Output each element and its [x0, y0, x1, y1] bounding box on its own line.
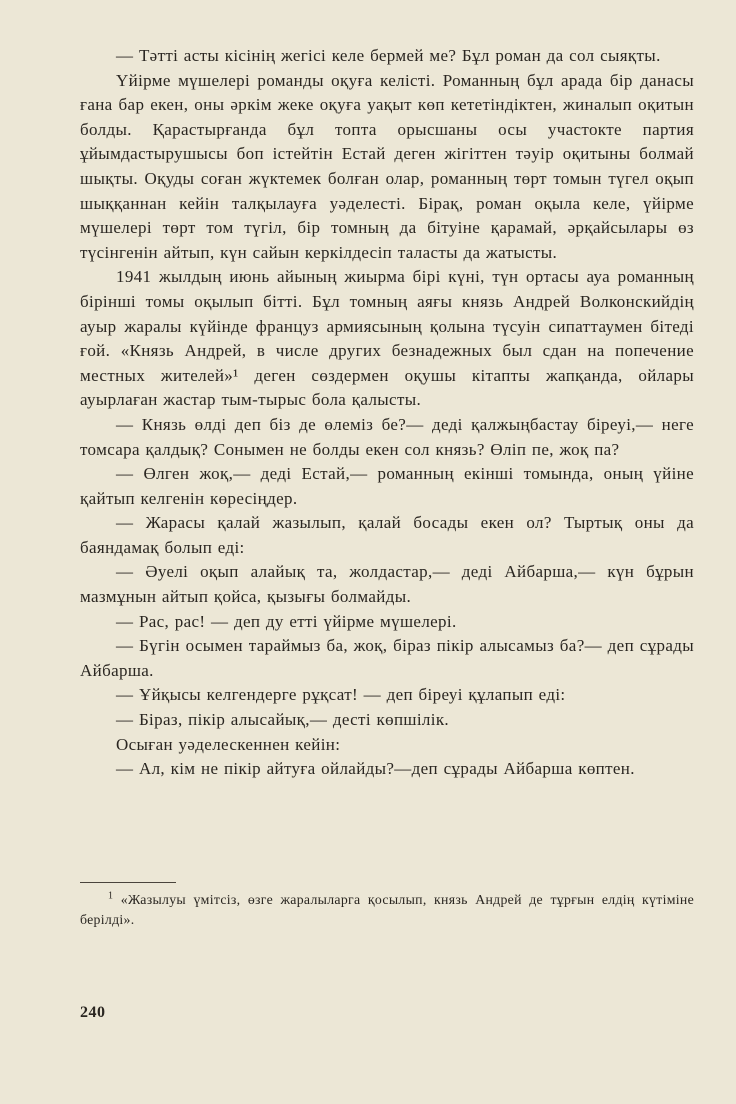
- footnote: [80, 890, 694, 930]
- paragraph: Осыған уәделескеннен кейін:: [116, 734, 341, 754]
- main-text: [80, 44, 694, 782]
- footnote-divider: [80, 882, 176, 883]
- footnote-mark: 1: [108, 890, 114, 902]
- paragraph: 1941 жылдың июнь айының жиырма бірі күні, түн ортасы ауа романның бірінші томы оқылып бітті. Бұл томның аяғы князь Андрей Волконскийдің ауыр жаралы күйінде француз армиясының қолына түсуін сипаттаумен бітеді ғой. «Князь Андрей, в числе других безнадежных был сдан на попечение местных жителей»¹ деген сөздермен оқушы кітапты жапқанда, ойлары ауырлаған жастар тым-тырыс бола қалысты.: [80, 267, 694, 410]
- footnote-text: «Жазылуы үмітсіз, өзге жаралыларга қосылып, князь Андрей де тұрғын елдің күтіміне берілді».: [80, 892, 694, 927]
- paragraph: — Бүгін осымен тараймыз ба, жоқ, біраз пікір алысамыз ба?— деп сұрады Айбарша.: [80, 636, 694, 680]
- paragraph: — Ұйқысы келгендерге рұқсат! — деп біреуі құлапып еді:: [116, 685, 566, 705]
- book-page: [80, 44, 694, 1084]
- paragraph: — Біраз, пікір алысайық,— десті көпшілік.: [116, 710, 450, 730]
- paragraph: — Ал, кім не пікір айтуға ойлайды?—деп сұрады Айбарша көптен.: [116, 759, 635, 779]
- paragraph: — Жарасы қалай жазылып, қалай босады екен ол? Тыртық оны да баяндамақ болып еді:: [80, 513, 694, 557]
- paragraph: — Князь өлді деп біз де өлеміз бе?— деді қалжыңбастау біреуі,— неге томсара қалдық? Сонымен не болды екен сол князь? Өліп пе, жоқ па?: [80, 414, 694, 459]
- paragraph: — Тәтті асты кісінің жегісі келе бермей ме? Бұл роман да сол сыяқты.: [116, 46, 661, 65]
- paragraph: — Өлген жоқ,— деді Естай,— романның екінші томында, оның үйіне қайтып келгенін көресіңдер.: [80, 464, 694, 508]
- paragraph: — Әуелі оқып алайық та, жолдастар,— деді Айбарша,— күн бұрын мазмұнын айтып қойса, қызығы болмайды.: [80, 562, 694, 607]
- paragraph: Үйірме мүшелері романды оқуға келісті. Романның бұл арада бір данасы ғана бар екен, оны әркім жеке оқуға уақыт көп кететіндіктен, жиналып оқитын болды. Қарастырғанда бұл топта орысшаны осы участокте партия ұйымдастырушысы боп істейтін Естай деген жігіттен тәуір оқитыны болмай шықты. Оқуды соған жүктемек болған олар, романның төрт томын түгел оқып шыққаннан кейін талқылауға уәделесті. Бірақ, роман оқыла келе, үйірме мүшелері төрт том түгіл, бір томның да бітуіне қарамай, әрқайсылары өз түсінгенін айтып, күн сайын керкілдесіп таласты да жатысты.: [80, 70, 694, 262]
- page-number: 240: [80, 1004, 106, 1021]
- paragraph: — Рас, рас! — деп ду етті үйірме мүшелері.: [116, 611, 457, 631]
